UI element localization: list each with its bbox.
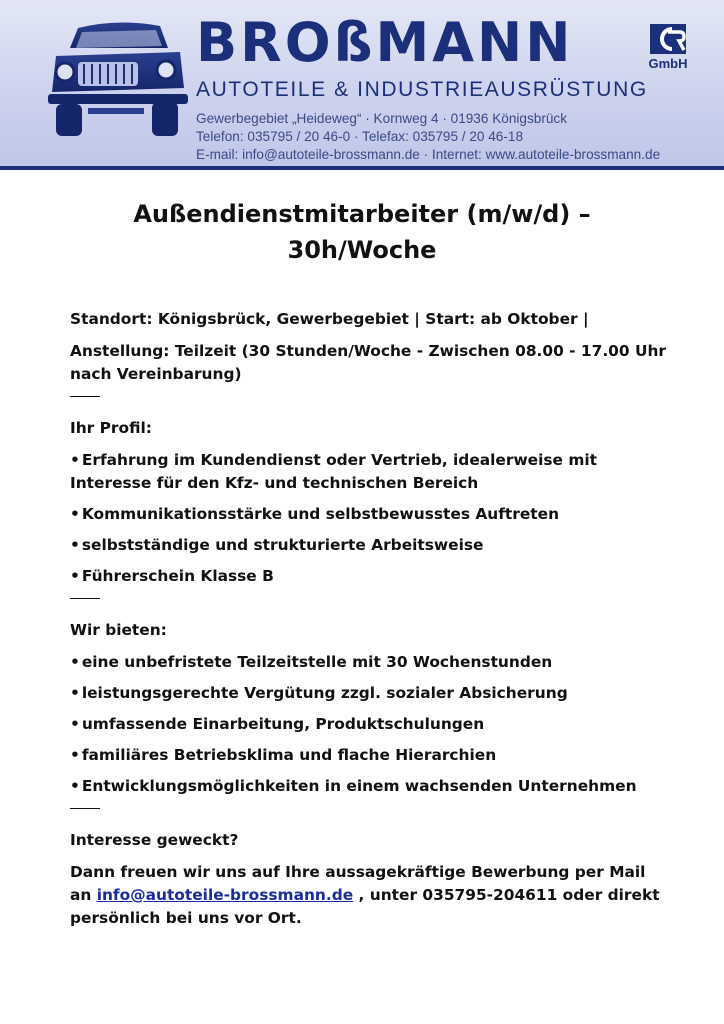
truck-logo-icon [48,18,188,140]
list-item: • familiäres Betriebsklima und flache Hierarchien [70,746,497,764]
list-item: • Erfahrung im Kundendienst oder Vertrieb, idealerweise mit Interesse für den Kfz- und technischen Bereich [70,451,598,492]
kontakt-heading: Interesse geweckt? [70,831,239,849]
bullet-icon: • [70,715,80,733]
anstellung-line: Anstellung: Teilzeit (30 Stunden/Woche - Zwischen 08.00 - 17.00 Uhr nach Vereinbarung) [70,342,666,383]
job-title-line2: 30h/Woche [287,236,437,264]
list-item: • Führerschein Klasse B [70,567,274,585]
angebot-heading: Wir bieten: [70,621,167,639]
bullet-icon: • [70,567,80,585]
list-item: • leistungsgerechte Vergütung zzgl. sozialer Absicherung [70,684,568,702]
profil-list [70,449,670,588]
email-link[interactable]: info@autoteile-brossmann.de [96,886,354,904]
list-item: • umfassende Einarbeitung, Produktschulungen [70,715,485,733]
bullet-icon: • [70,746,80,764]
cr-logo-icon [650,24,686,54]
job-content [70,308,670,939]
bullet-icon: • [70,684,80,702]
angebot-list [70,651,670,798]
bullet-icon: • [70,653,80,671]
bullet-icon: • [70,505,80,523]
phone-line: Telefon: 035795 / 20 46-0 · Telefax: 035795 / 20 46-18 [196,129,523,144]
brand-name: BROßMANN [196,11,574,74]
list-item: • Kommunikationsstärke und selbstbewusstes Auftreten [70,505,560,523]
kontakt-text: Dann freuen wir uns auf Ihre aussagekräftige Bewerbung per Mail an info@autoteile-brossmann.de , unter 035795-204611 oder direkt persönlich bei uns vor Ort. [70,863,660,927]
list-item: • Entwicklungsmöglichkeiten in einem wachsenden Unternehmen [70,777,637,795]
section-divider [70,598,100,599]
job-title [0,196,724,268]
address-line: Gewerbegebiet „Heideweg“ · Kornweg 4 · 01936 Königsbrück [196,111,568,126]
profil-heading: Ihr Profil: [70,419,152,437]
job-title-line1: Außendienstmitarbeiter (m/w/d) – [133,200,591,228]
bullet-icon: • [70,536,80,554]
list-item: • eine unbefristete Teilzeitstelle mit 30 Wochenstunden [70,653,553,671]
section-divider [70,396,100,397]
letterhead [0,0,724,170]
section-divider [70,808,100,809]
logo-gmbh: GmbH [648,56,688,71]
bullet-icon: • [70,777,80,795]
email-web-line: E-mail: info@autoteile-brossmann.de · Internet: www.autoteile-brossmann.de [196,147,661,162]
brand-subtitle: AUTOTEILE & INDUSTRIEAUSRÜSTUNG [196,78,648,101]
bullet-icon: • [70,451,80,469]
standort-line: Standort: Königsbrück, Gewerbegebiet | Start: ab Oktober | [70,310,589,328]
list-item: • selbstständige und strukturierte Arbeitsweise [70,536,484,554]
contact-block [196,110,660,164]
